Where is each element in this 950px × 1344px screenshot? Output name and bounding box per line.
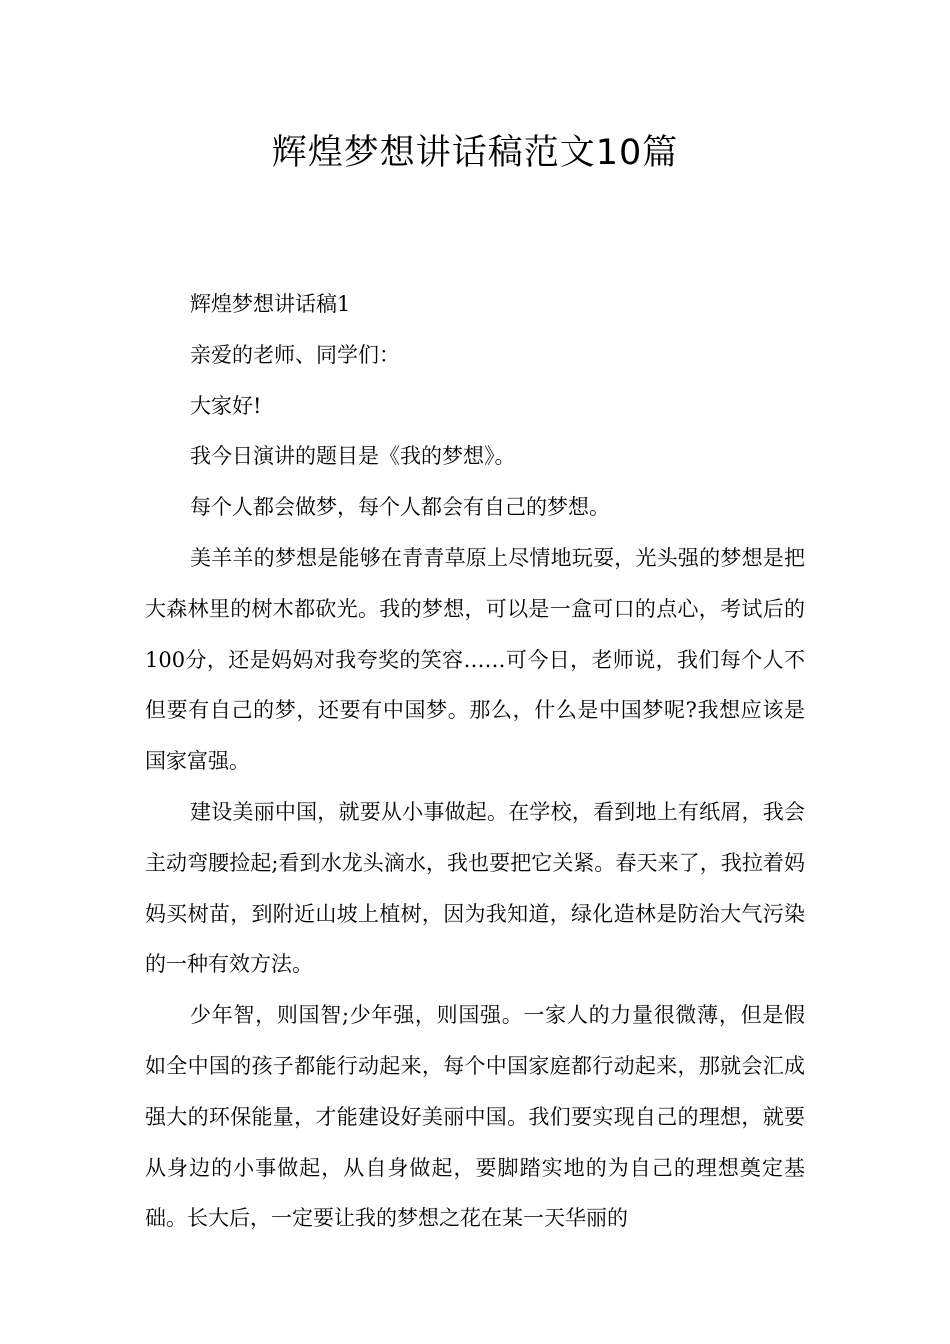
topic-paragraph: 我今日演讲的题目是《我的梦想》。 (190, 444, 516, 469)
document-body (145, 279, 805, 1244)
body-paragraph: 建设美丽中国，就要从小事做起。在学校，看到地上有纸屑，我会主动弯腰捡起;看到水龙头滴水，我也要把它关紧。春天来了，我拉着妈妈买树苗，到附近山坡上植树，因为我知道，绿化造林是防治大气污染的一种有效方法。 (145, 799, 805, 977)
body-paragraph: 美羊羊的梦想是能够在青青草原上尽情地玩耍，光头强的梦想是把大森林里的树木都砍光。我的梦想，可以是一盒可口的点心，考试后的100分，还是妈妈对我夸奖的笑容……可今日，老师说，我们每个人不但要有自己的梦，还要有中国梦。那么，什么是中国梦呢?我想应该是国家富强。 (145, 545, 805, 774)
body-paragraph: 少年智，则国智;少年强，则国强。一家人的力量很微薄，但是假如全中国的孩子都能行动起来，每个中国家庭都行动起来，那就会汇成强大的环保能量，才能建设好美丽中国。我们要实现自己的理想，就要从身边的小事做起，从自身做起，要脚踏实地的为自己的理想奠定基础。长大后，一定要让我的梦想之花在某一天华丽的 (145, 1003, 805, 1231)
greeting: 大家好! (190, 393, 262, 418)
body-paragraph: 每个人都会做梦，每个人都会有自己的梦想。 (190, 495, 610, 520)
speech-heading: 辉煌梦想讲话稿1 (190, 292, 351, 316)
salutation: 亲爱的老师、同学们： (190, 342, 400, 367)
document-title: 辉煌梦想讲话稿范文10篇 (271, 133, 679, 173)
